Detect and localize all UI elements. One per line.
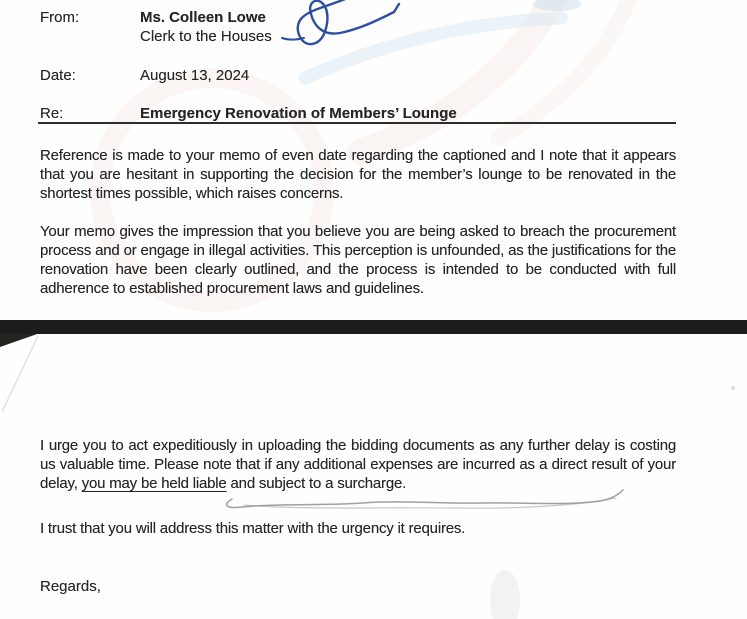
closing-regards: Regards, xyxy=(40,578,101,595)
from-name: Ms. Colleen Lowe xyxy=(140,9,266,26)
from-label: From: xyxy=(40,9,80,26)
re-label: Re: xyxy=(40,105,64,122)
body-paragraph-1: Reference is made to your memo of even date regarding the captioned and I note that it appears that you are hesitant in supporting the decision for the member’s lounge to be renovated in the shortest times possible, which raises concerns. xyxy=(40,147,676,202)
scan-artifact-band xyxy=(0,320,747,334)
re-subject: Emergency Renovation of Members’ Lounge xyxy=(140,105,457,122)
body-paragraph-3 xyxy=(40,436,676,493)
body-paragraph-2: Your memo gives the impression that you believe you are being asked to breach the procurement process and or engage in illegal activities. This perception is unfounded, as the justifications for the renovation have been clearly outlined, and the process is intended to be conducted with full adherence to established procurement laws and guidelines. xyxy=(40,223,676,297)
memo-from-row xyxy=(40,8,272,46)
memo-date-row xyxy=(40,66,249,85)
from-title: Clerk to the Houses xyxy=(140,28,272,45)
p3-text-after: and subject to a surcharge. xyxy=(226,475,407,492)
memo-re-row xyxy=(40,104,457,123)
subject-underline-rule xyxy=(38,122,676,124)
from-value xyxy=(140,8,272,46)
body-paragraph-4: I trust that you will address this matter with the urgency it requires. xyxy=(40,520,466,537)
p3-underlined-phrase: you may be held liable xyxy=(81,475,227,492)
date-value: August 13, 2024 xyxy=(140,67,250,84)
date-label: Date: xyxy=(40,67,76,84)
p3-text-before: I urge you to act expeditiously in uploading the bidding documents as any further delay is costing us valuable time. Please note that if any additional expenses are incurred as a direct result of your delay, xyxy=(40,437,676,492)
